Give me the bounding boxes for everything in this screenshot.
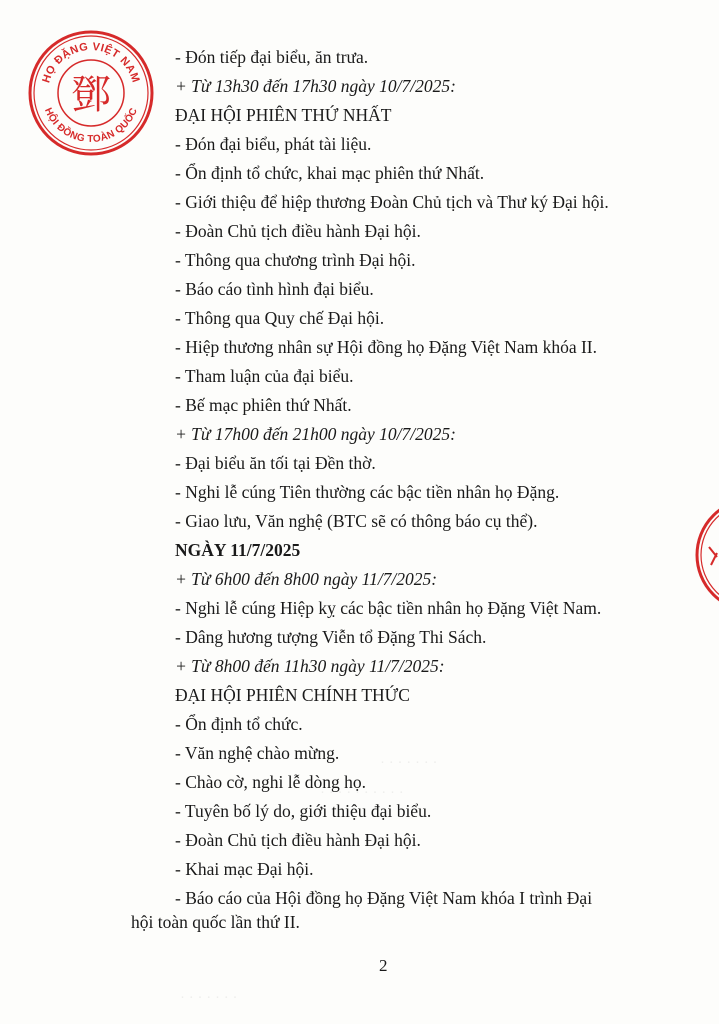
- time-slot-heading: + Từ 17h00 đến 21h00 ngày 10/7/2025:: [175, 424, 456, 444]
- session-heading: ĐẠI HỘI PHIÊN THỨ NHẤT: [175, 105, 392, 125]
- partial-seal-stamp: [695, 495, 719, 615]
- page-number: 2: [379, 956, 388, 975]
- schedule-item: - Nghi lễ cúng Tiên thường các bậc tiền nhân họ Đặng.: [175, 482, 560, 502]
- schedule-item: - Chào cờ, nghi lễ dòng họ.: [175, 772, 367, 792]
- seal-bottom-text: HỘI ĐỒNG TOÀN QUỐC: [42, 106, 140, 146]
- schedule-item-continuation: hội toàn quốc lần thứ II.: [131, 912, 300, 932]
- schedule-item: - Giới thiệu để hiệp thương Đoàn Chủ tịch và Thư ký Đại hội.: [175, 192, 609, 212]
- schedule-item: - Văn nghệ chào mừng.: [175, 743, 340, 763]
- schedule-item: - Đón tiếp đại biểu, ăn trưa.: [175, 47, 369, 67]
- schedule-item: - Dâng hương tượng Viễn tổ Đặng Thi Sách.: [175, 627, 487, 647]
- bleed-through-text: · · · · · · ·: [180, 990, 238, 1006]
- clan-seal-stamp: [26, 28, 156, 158]
- schedule-item: - Báo cáo của Hội đồng họ Đặng Việt Nam khóa I trình Đại: [175, 888, 593, 908]
- schedule-item: - Ổn định tổ chức.: [175, 714, 303, 734]
- bleed-through-text: · · · · · · ·: [380, 755, 438, 771]
- time-slot-heading: + Từ 8h00 đến 11h30 ngày 11/7/2025:: [175, 656, 445, 676]
- session-heading: ĐẠI HỘI PHIÊN CHÍNH THỨC: [175, 685, 410, 705]
- schedule-item: - Giao lưu, Văn nghệ (BTC sẽ có thông báo cụ thể).: [175, 511, 538, 531]
- time-slot-heading: + Từ 13h30 đến 17h30 ngày 10/7/2025:: [175, 76, 456, 96]
- schedule-item: - Đoàn Chủ tịch điều hành Đại hội.: [175, 830, 421, 850]
- bleed-through-text: · · · · · · · · · ·: [320, 785, 404, 801]
- time-slot-heading: + Từ 6h00 đến 8h00 ngày 11/7/2025:: [175, 569, 438, 589]
- seal-center-character: 鄧: [71, 72, 111, 118]
- schedule-item: - Khai mạc Đại hội.: [175, 859, 314, 879]
- schedule-item: - Thông qua Quy chế Đại hội.: [175, 308, 385, 328]
- seal-top-text: HỌ ĐẶNG VIỆT NAM: [40, 40, 142, 85]
- schedule-item: - Báo cáo tình hình đại biểu.: [175, 279, 374, 299]
- schedule-item: - Tuyên bố lý do, giới thiệu đại biểu.: [175, 801, 432, 821]
- schedule-item: - Hiệp thương nhân sự Hội đồng họ Đặng Việt Nam khóa II.: [175, 337, 597, 357]
- schedule-item: - Đoàn Chủ tịch điều hành Đại hội.: [175, 221, 421, 241]
- schedule-item: - Bế mạc phiên thứ Nhất.: [175, 395, 352, 415]
- schedule-item: - Đón đại biểu, phát tài liệu.: [175, 134, 372, 154]
- day-heading: NGÀY 11/7/2025: [175, 540, 301, 560]
- schedule-item: - Nghi lễ cúng Hiệp kỵ các bậc tiền nhân họ Đặng Việt Nam.: [175, 598, 602, 618]
- schedule-item: - Đại biểu ăn tối tại Đền thờ.: [175, 453, 376, 473]
- schedule-item: - Ổn định tổ chức, khai mạc phiên thứ Nhất.: [175, 163, 485, 183]
- schedule-item: - Tham luận của đại biểu.: [175, 366, 354, 386]
- schedule-item: - Thông qua chương trình Đại hội.: [175, 250, 416, 270]
